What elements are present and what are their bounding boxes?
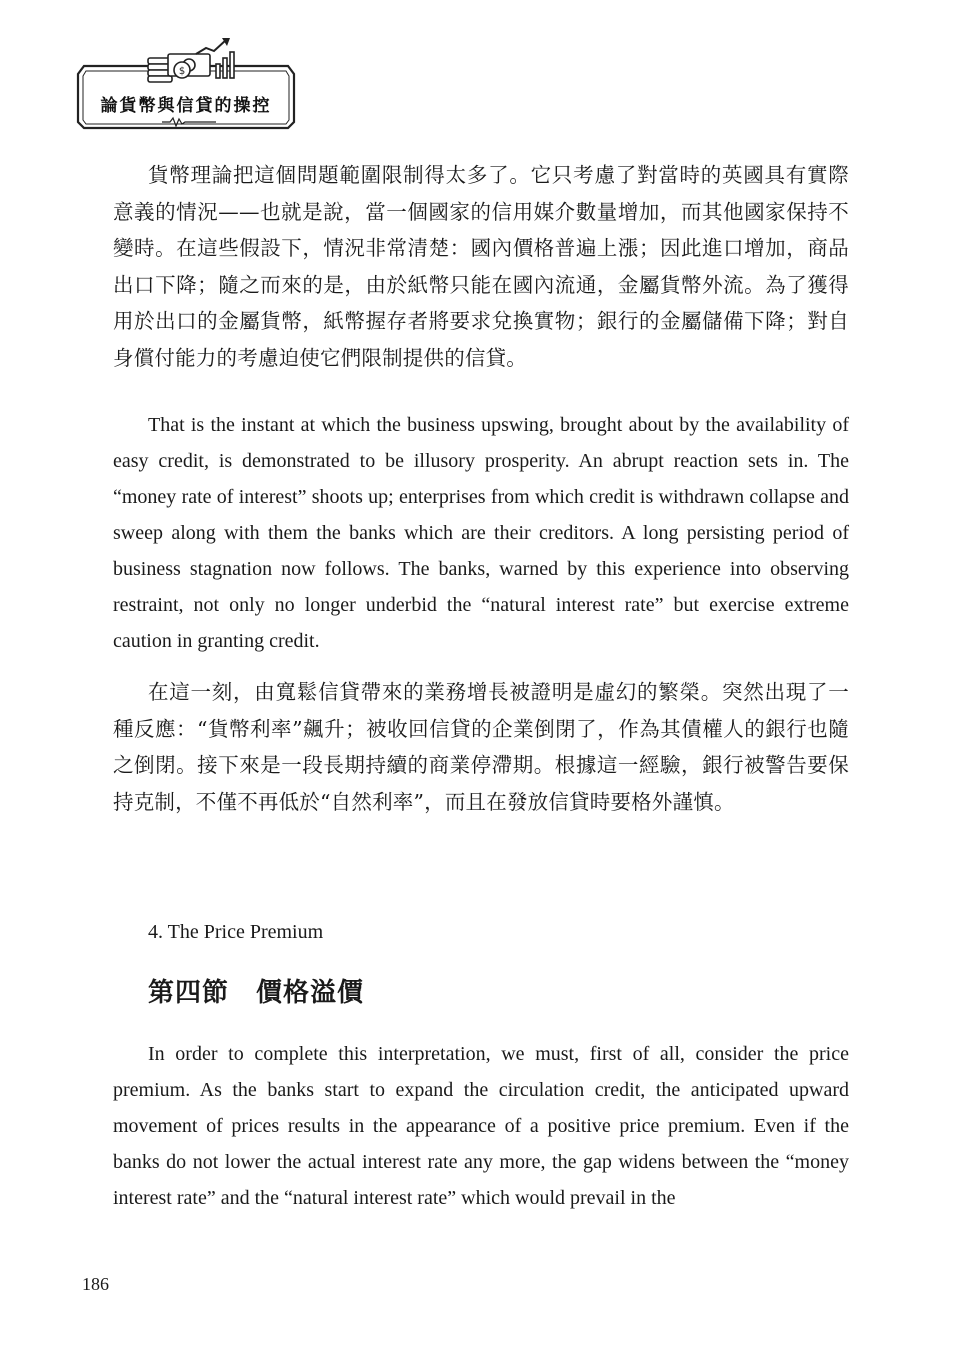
paragraph-zh-1: 貨幣理論把這個問題範圍限制得太多了。它只考慮了對當時的英國具有實際意義的情況——也就是說，當一個國家的信用媒介數量增加，而其他國家保持不變時。在這些假設下，情況非常清楚：國內價格普遍上漲；因此進口增加，商品出口下降；隨之而來的是，由於紙幣只能在國內流通，金屬貨幣外流。為了獲得用於出口的金屬貨幣，紙幣握存者將要求兌換實物；銀行的金屬儲備下降；對自身償付能力的考慮迫使它們限制提供的信貸。 bbox=[113, 163, 849, 370]
paragraph-en-2: In order to complete this interpretation, we must, first of all, consider the price premium. As the banks start to expand the circulation credit, the anticipated upward movement of prices results in the appearance of a positive price premium. Even if the banks do not lower the actual interest rate any more, the gap widens between the “money interest rate” and the “natural interest rate” which would prevail in the bbox=[113, 1043, 849, 1209]
section-heading-zh: 第四節 價格溢價 bbox=[148, 978, 365, 1008]
book-title: 論貨幣與信貸的操控 bbox=[100, 96, 272, 116]
paragraph-zh-2: 在這一刻，由寬鬆信貸帶來的業務增長被證明是虛幻的繁榮。突然出現了一種反應：“貨幣利率”飆升；被收回信貸的企業倒閉了，作為其債權人的銀行也隨之倒閉。接下來是一段長期持續的商業停滯期。根據這一經驗，銀行被警告要保持克制，不僅不再低於“自然利率”，而且在發放信貸時要格外謹慎。 bbox=[113, 680, 849, 814]
svg-text:$: $ bbox=[178, 66, 186, 77]
book-title-badge bbox=[76, 38, 296, 130]
page-number: 186 bbox=[82, 1274, 109, 1294]
section-heading-en: 4. The Price Premium bbox=[148, 921, 324, 943]
paragraph-en-1: That is the instant at which the business upswing, brought about by the availability of easy credit, is demonstrated to be illusory prosperity. An abrupt reaction sets in. The “money rate of interest” shoots up; enterprises from which credit is withdrawn collapse and sweep along with them the banks which are their creditors. A long persisting period of business stagnation now follows. The banks, warned by this experience into observing restraint, not only no longer underbid the “natural interest rate” but exercise extreme caution in granting credit. bbox=[113, 414, 849, 652]
money-chart-icon bbox=[76, 38, 296, 130]
